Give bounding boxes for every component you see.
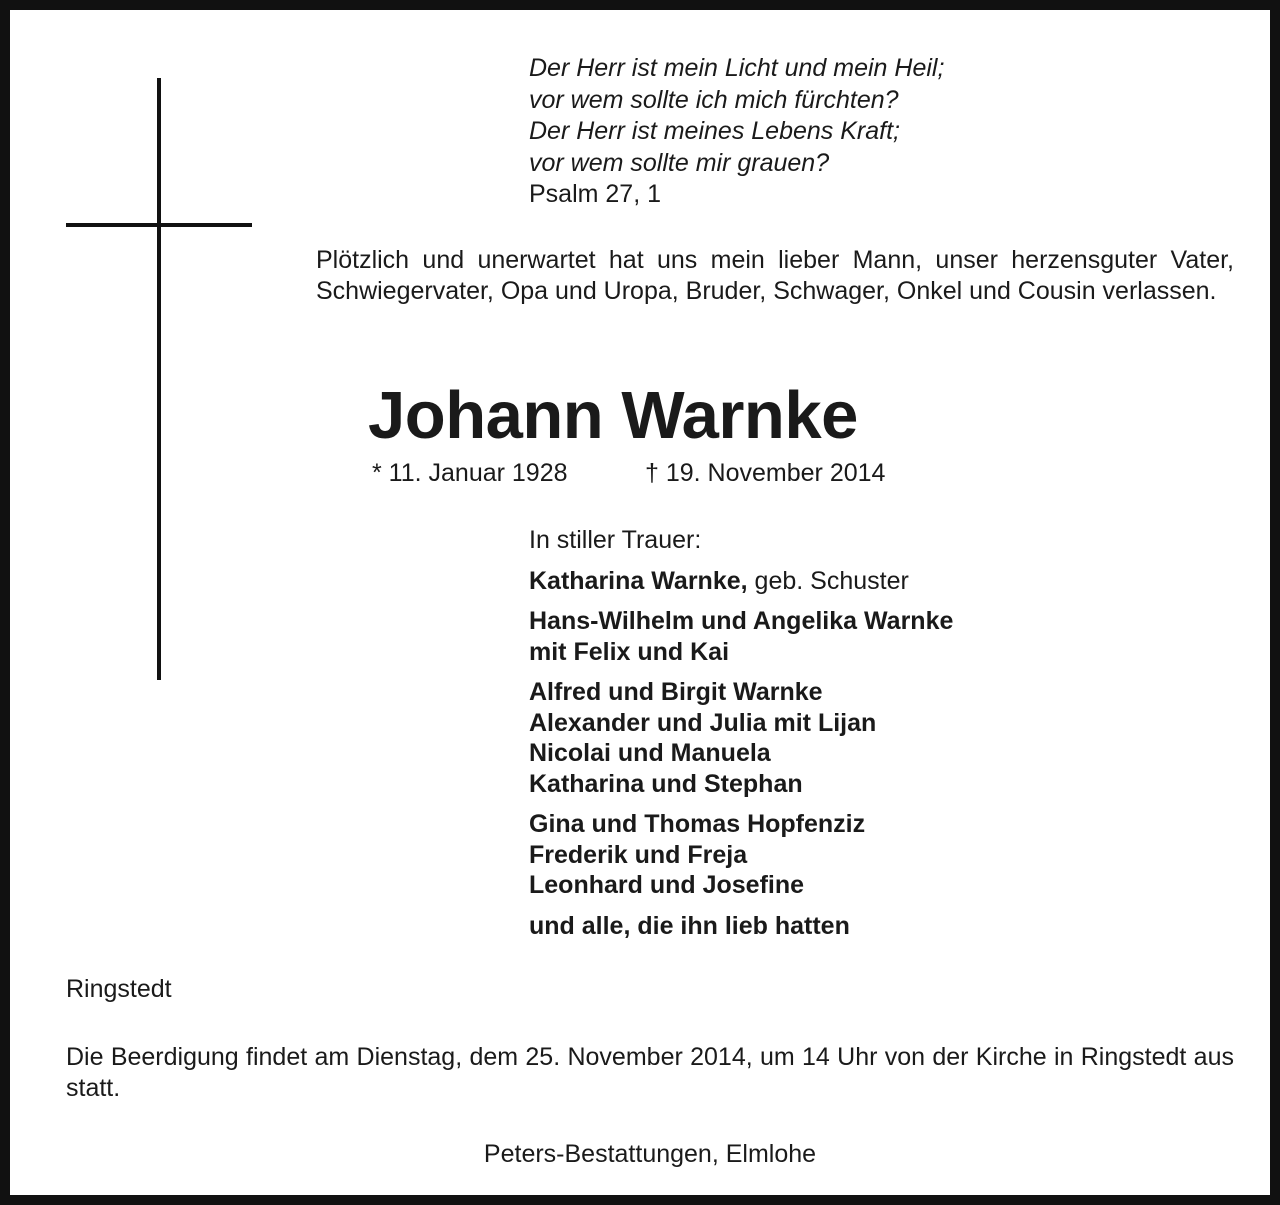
mourner-line: Nicolai und Manuela [529, 739, 771, 767]
death-date: † 19. November 2014 [645, 459, 886, 487]
mourner-line: Alfred und Birgit Warnke [529, 678, 823, 706]
psalm-line: vor wem sollte ich mich fürchten? [529, 85, 899, 114]
cross-icon-horizontal-bar [66, 223, 252, 227]
life-dates [372, 458, 886, 488]
mourners-heading: In stiller Trauer: [529, 526, 702, 554]
psalm-reference: Psalm 27, 1 [529, 180, 662, 208]
undertaker-name: Peters-Bestattungen, Elmlohe [483, 1140, 817, 1168]
mourner-line: und alle, die ihn lieb hatten [529, 911, 850, 940]
spouse-maiden-name: geb. Schuster [747, 566, 909, 595]
spouse-line [529, 566, 953, 597]
psalm-quote [529, 53, 944, 211]
mourner-line: Hans-Wilhelm und Angelika Warnke [529, 607, 954, 635]
psalm-line: vor wem sollte mir grauen? [529, 148, 830, 177]
mourner-line: Leonhard und Josefine [529, 871, 805, 899]
mourner-line: Katharina und Stephan [529, 769, 803, 798]
birth-date: * 11. Januar 1928 [372, 459, 568, 487]
deceased-name: Johann Warnke [368, 378, 858, 453]
psalm-line: Der Herr ist mein Licht und mein Heil; [529, 54, 945, 82]
place-name: Ringstedt [66, 975, 172, 1003]
funeral-notice: Die Beerdigung findet am Dienstag, dem 25. November 2014, um 14 Uhr von der Kirche in Ringstedt aus statt. [66, 1043, 1234, 1102]
mourner-line: Frederik und Freja [529, 840, 748, 869]
spouse-name: Katharina Warnke, [529, 566, 748, 595]
cross-icon-vertical-bar [157, 78, 161, 680]
mourner-line: Alexander und Julia mit Lijan [529, 708, 877, 737]
mourner-line: Gina und Thomas Hopfenziz [529, 810, 866, 838]
mourner-line: mit Felix und Kai [529, 637, 730, 666]
mourners-list [529, 525, 953, 941]
psalm-line: Der Herr ist meines Lebens Kraft; [529, 117, 900, 145]
intro-text: Plötzlich und unerwartet hat uns mein lieber Mann, unser herzensguter Vater, Schwiegervater, Opa und Uropa, Bruder, Schwager, Onkel und Cousin verlassen. [316, 246, 1234, 305]
